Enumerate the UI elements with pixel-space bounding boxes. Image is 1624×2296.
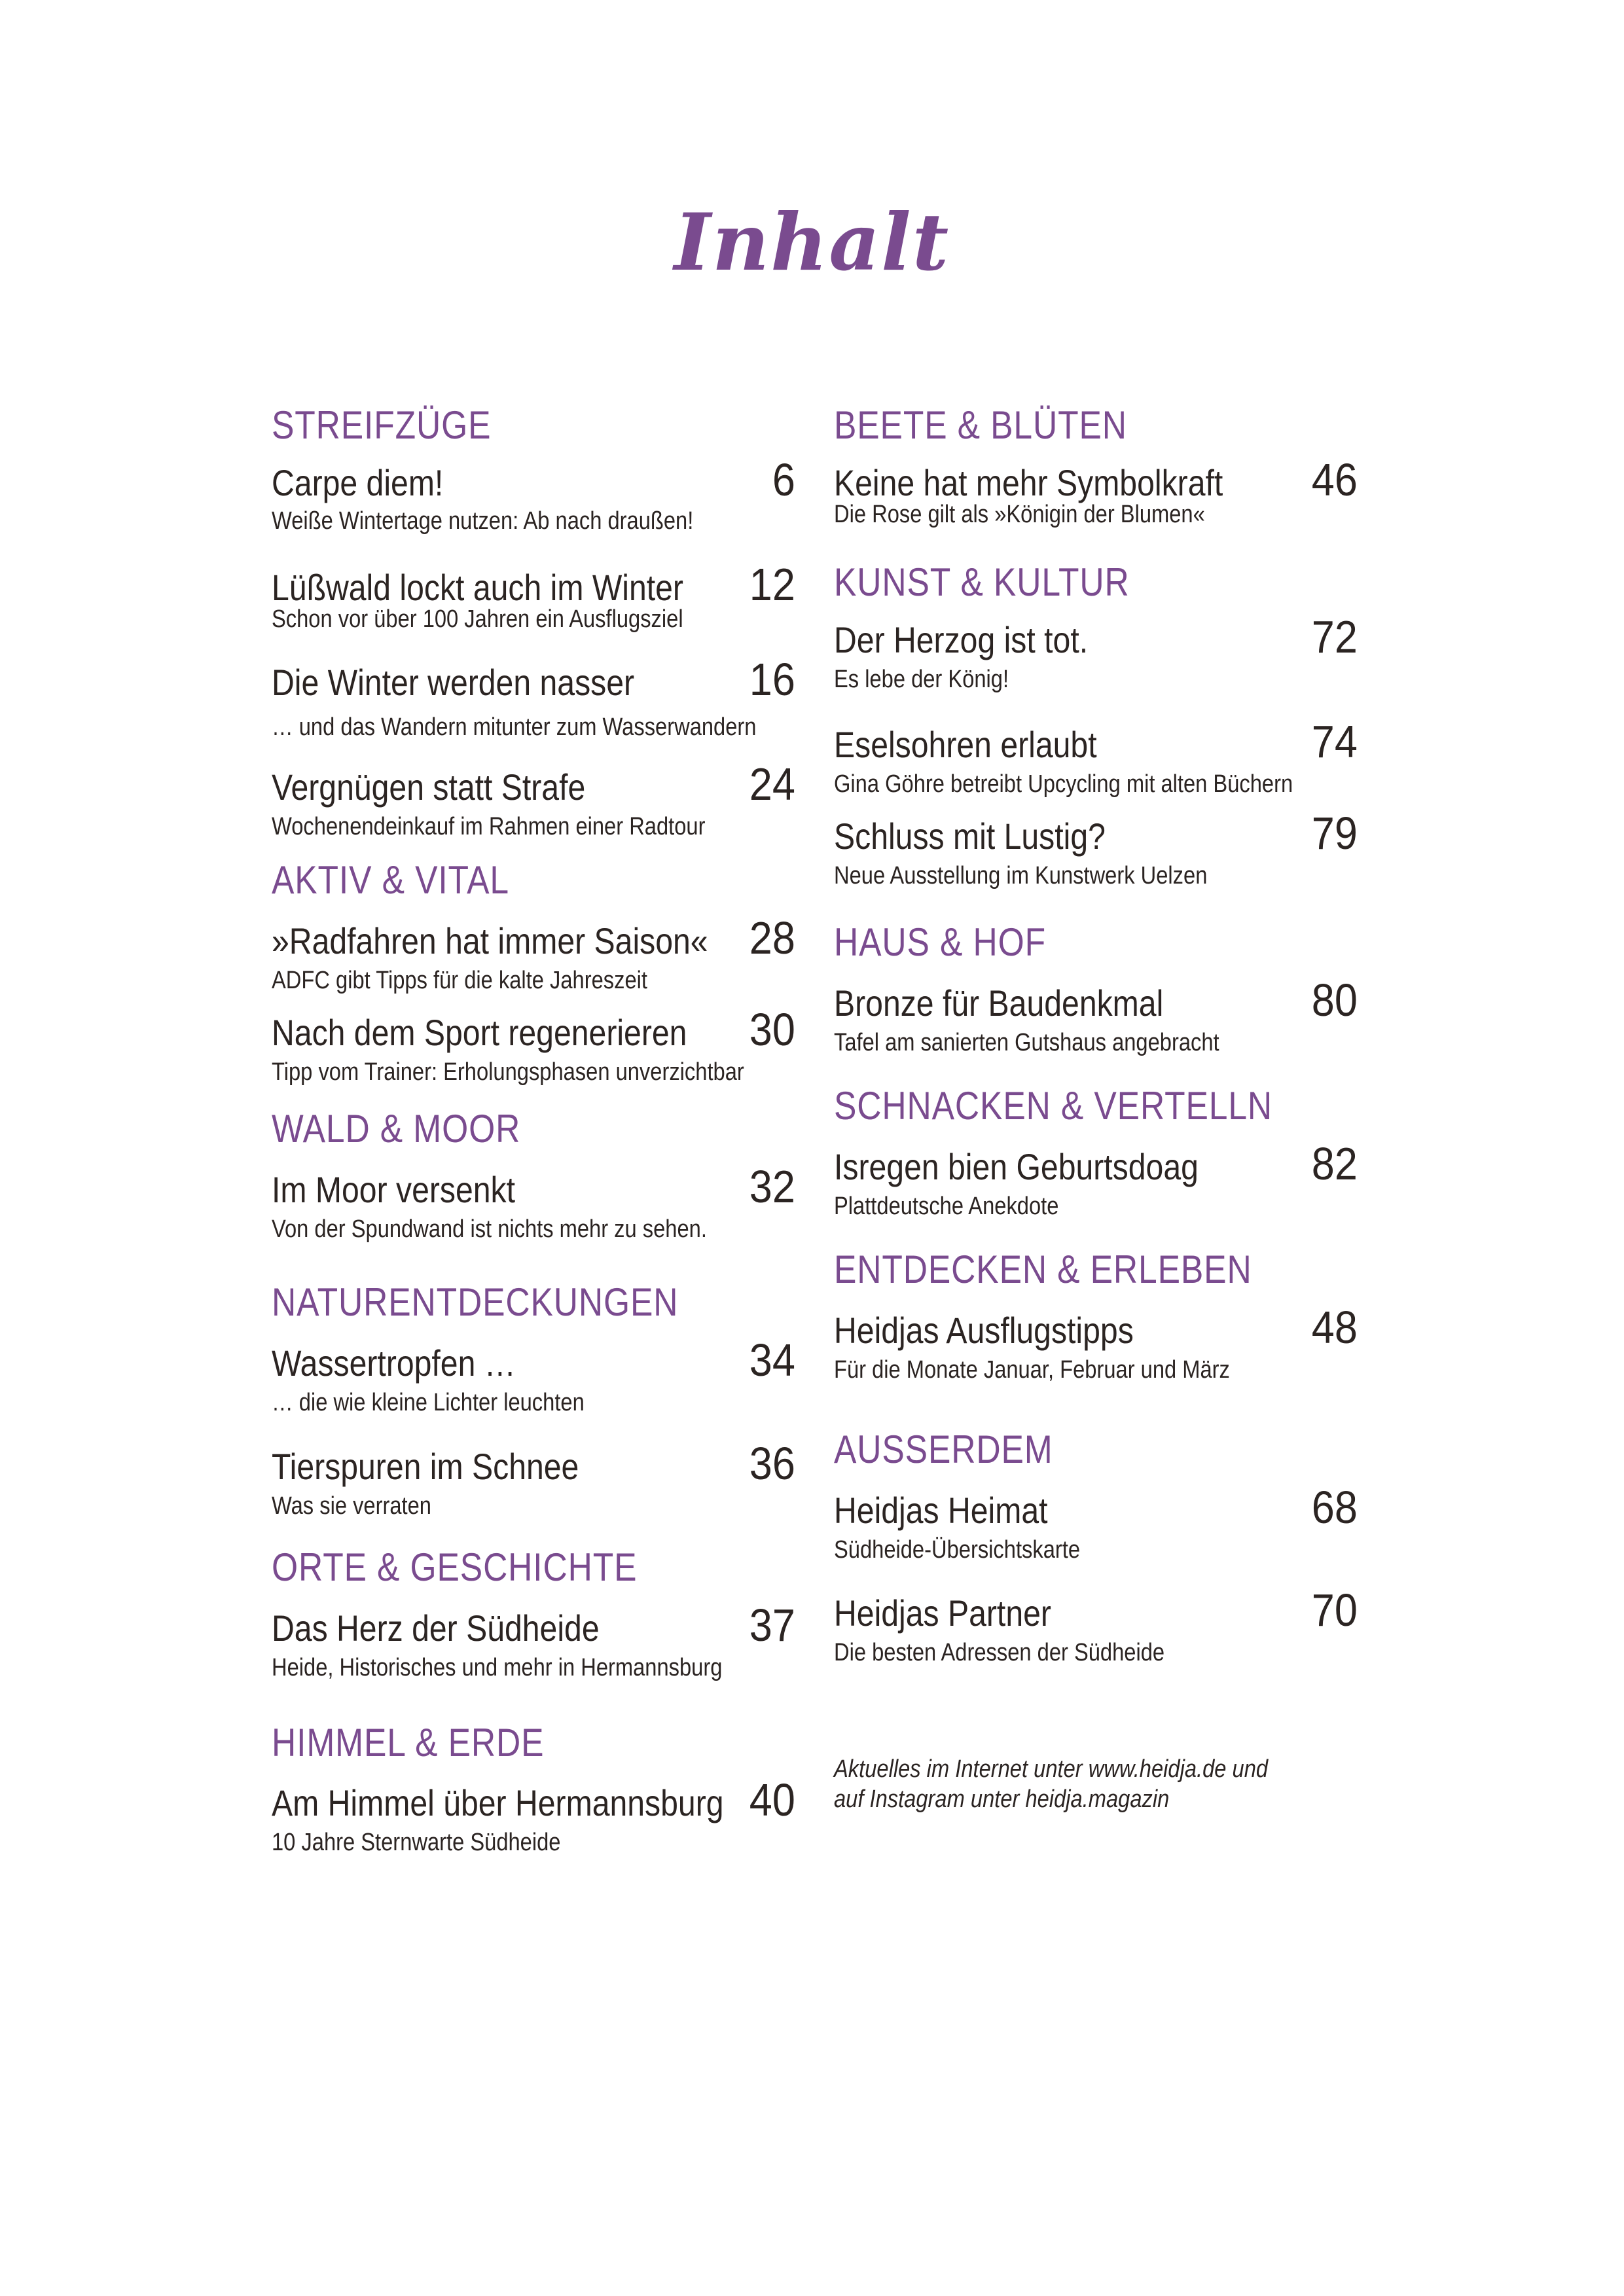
entry-title: Isregen bien Geburtsdoag	[834, 1146, 1199, 1187]
entry-subtitle: … die wie kleine Lichter leuchten	[272, 1389, 585, 1416]
entry-page-number: 80	[1311, 975, 1358, 1026]
online-note-line: auf Instagram unter heidja.magazin	[834, 1785, 1170, 1813]
entry-title: Heidjas Partner	[834, 1592, 1051, 1634]
entry-subtitle: Die Rose gilt als »Königin der Blumen«	[834, 501, 1205, 528]
entry-page-number: 82	[1311, 1138, 1358, 1189]
toc-entry[interactable]	[834, 454, 1358, 528]
entry-subtitle: Südheide-Übersichtskarte	[834, 1536, 1081, 1564]
toc-entry[interactable]	[272, 559, 795, 633]
entry-title: Im Moor versenkt	[272, 1169, 516, 1210]
entry-subtitle: Tipp vom Trainer: Erholungsphasen unverzichtbar	[272, 1058, 744, 1086]
toc-entry[interactable]	[272, 1774, 795, 1856]
entry-title: Die Winter werden nasser	[272, 662, 635, 703]
entry-page-number: 12	[749, 559, 795, 610]
toc-entry[interactable]	[834, 1482, 1358, 1564]
toc-entry[interactable]	[272, 1438, 795, 1520]
entry-subtitle: … und das Wandern mitunter zum Wasserwandern	[272, 713, 757, 741]
entry-page-number: 74	[1311, 716, 1358, 767]
entry-subtitle: Plattdeutsche Anekdote	[834, 1193, 1059, 1220]
entry-title: Keine hat mehr Symbolkraft	[834, 462, 1223, 503]
toc-entry[interactable]	[834, 1585, 1358, 1666]
entry-subtitle: 10 Jahre Sternwarte Südheide	[272, 1829, 561, 1856]
section-heading: KUNST & KULTUR	[834, 560, 1130, 604]
entry-subtitle: Weiße Wintertage nutzen: Ab nach draußen!	[272, 507, 694, 535]
entry-title: Lüßwald lockt auch im Winter	[272, 567, 683, 608]
entry-title: Der Herzog ist tot.	[834, 619, 1089, 660]
toc-entry[interactable]	[834, 716, 1358, 798]
section-heading: AKTIV & VITAL	[272, 858, 509, 902]
section-heading: ENTDECKEN & ERLEBEN	[834, 1247, 1252, 1291]
toc-entry[interactable]	[272, 1161, 795, 1243]
section-heading: AUSSERDEM	[834, 1427, 1053, 1471]
entry-page-number: 16	[749, 654, 795, 705]
entry-page-number: 28	[749, 912, 795, 963]
toc-entry[interactable]	[272, 1335, 795, 1416]
entry-title: Schluss mit Lustig?	[834, 816, 1106, 857]
toc-entry[interactable]	[272, 1004, 795, 1086]
section-heading: NATURENTDECKUNGEN	[272, 1280, 679, 1324]
entry-subtitle: Tafel am sanierten Gutshaus angebracht	[834, 1029, 1219, 1056]
entry-page-number: 46	[1311, 454, 1358, 505]
entry-title: Tierspuren im Schnee	[272, 1446, 579, 1487]
entry-page-number: 72	[1311, 611, 1358, 662]
entry-page-number: 36	[749, 1438, 795, 1489]
entry-page-number: 40	[749, 1774, 795, 1825]
section-heading: HAUS & HOF	[834, 920, 1046, 964]
section-heading: WALD & MOOR	[272, 1107, 521, 1151]
entry-subtitle: Heide, Historisches und mehr in Hermannsburg	[272, 1654, 723, 1681]
entry-title: Das Herz der Südheide	[272, 1607, 600, 1649]
toc-entry[interactable]	[272, 759, 795, 840]
toc-entry[interactable]	[834, 975, 1358, 1056]
toc-entry[interactable]	[272, 654, 795, 741]
online-note-line: Aktuelles im Internet unter www.heidja.de und	[834, 1755, 1269, 1783]
entry-subtitle: Schon vor über 100 Jahren ein Ausflugsziel	[272, 605, 683, 633]
section-heading: STREIFZÜGE	[272, 403, 492, 447]
online-note	[834, 1754, 1268, 1814]
section-heading: BEETE & BLÜTEN	[834, 403, 1127, 447]
toc-entry[interactable]	[834, 808, 1358, 889]
section-heading: ORTE & GESCHICHTE	[272, 1545, 638, 1589]
entry-page-number: 30	[749, 1004, 795, 1055]
entry-subtitle: Neue Ausstellung im Kunstwerk Uelzen	[834, 862, 1208, 889]
entry-title: Heidjas Heimat	[834, 1490, 1048, 1531]
entry-title: »Radfahren hat immer Saison«	[272, 920, 708, 961]
entry-page-number: 70	[1311, 1585, 1358, 1636]
toc-entry[interactable]	[272, 912, 795, 994]
toc-entry[interactable]	[272, 1600, 795, 1681]
entry-page-number: 37	[749, 1600, 795, 1651]
entry-subtitle: ADFC gibt Tipps für die kalte Jahreszeit	[272, 967, 647, 994]
toc-entry[interactable]	[272, 454, 795, 535]
entry-page-number: 68	[1311, 1482, 1358, 1533]
entry-page-number: 79	[1311, 808, 1358, 859]
entry-page-number: 24	[749, 759, 795, 810]
entry-page-number: 48	[1311, 1302, 1358, 1353]
entry-subtitle: Was sie verraten	[272, 1492, 431, 1520]
entry-page-number: 6	[772, 454, 795, 505]
entry-subtitle: Gina Göhre betreibt Upcycling mit alten Büchern	[834, 770, 1293, 798]
page-title: Inhalt	[674, 196, 950, 289]
entry-title: Carpe diem!	[272, 462, 444, 503]
entry-subtitle: Von der Spundwand ist nichts mehr zu sehen.	[272, 1215, 707, 1243]
entry-title: Bronze für Baudenkmal	[834, 982, 1164, 1024]
entry-title: Heidjas Ausflugstipps	[834, 1310, 1134, 1351]
entry-page-number: 32	[749, 1161, 795, 1212]
toc-entry[interactable]	[834, 1302, 1358, 1384]
section-heading: SCHNACKEN & VERTELLN	[834, 1084, 1273, 1128]
toc-entry[interactable]	[834, 1138, 1358, 1220]
entry-title: Nach dem Sport regenerieren	[272, 1012, 687, 1053]
entry-title: Wassertropfen …	[272, 1342, 516, 1384]
entry-page-number: 34	[749, 1335, 795, 1386]
entry-title: Am Himmel über Hermannsburg	[272, 1782, 724, 1823]
entry-subtitle: Für die Monate Januar, Februar und März	[834, 1356, 1230, 1384]
toc-entry[interactable]	[834, 611, 1358, 693]
entry-title: Eselsohren erlaubt	[834, 724, 1097, 765]
entry-subtitle: Die besten Adressen der Südheide	[834, 1639, 1165, 1666]
section-heading: HIMMEL & ERDE	[272, 1721, 545, 1765]
entry-subtitle: Wochenendeinkauf im Rahmen einer Radtour	[272, 813, 706, 840]
entry-title: Vergnügen statt Strafe	[272, 766, 586, 808]
entry-subtitle: Es lebe der König!	[834, 666, 1009, 693]
